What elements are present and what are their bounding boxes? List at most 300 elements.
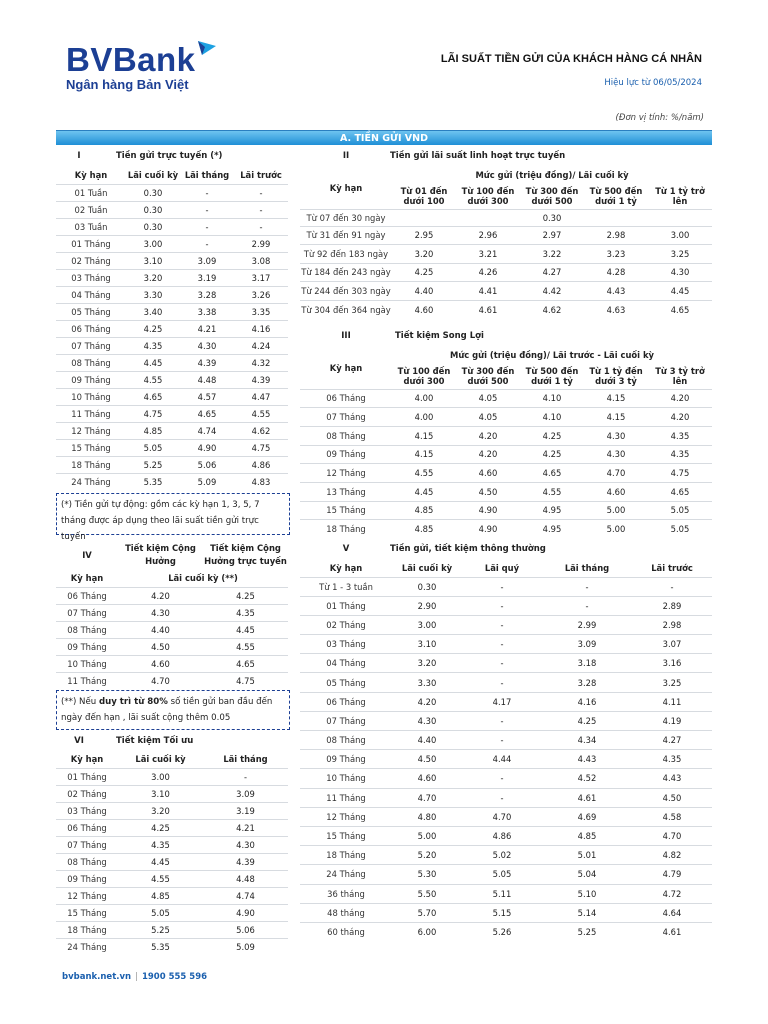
cell-value: 2.98 bbox=[584, 226, 648, 245]
cell-value: 4.52 bbox=[542, 769, 632, 788]
table-row bbox=[56, 252, 288, 269]
cell-value: 4.55 bbox=[118, 870, 203, 887]
row-label: Từ 92 đến 183 ngày bbox=[300, 245, 392, 264]
table-row bbox=[56, 473, 288, 490]
table-row bbox=[56, 388, 288, 405]
cell-value: 4.79 bbox=[632, 865, 712, 884]
table-row bbox=[300, 408, 712, 427]
cell-value: 4.55 bbox=[234, 405, 288, 422]
cell-value: 0.30 bbox=[126, 218, 180, 235]
cell-value: 5.06 bbox=[180, 456, 234, 473]
cell-value: 4.85 bbox=[542, 826, 632, 845]
cell-value: 4.00 bbox=[392, 389, 456, 408]
row-label: 08 Tháng bbox=[56, 621, 118, 638]
cell-value: - bbox=[234, 218, 288, 235]
cell-value: 4.40 bbox=[118, 621, 203, 638]
website-link[interactable]: bvbank.net.vn bbox=[62, 972, 132, 982]
cell-value: 4.15 bbox=[392, 426, 456, 445]
cell-value: 4.11 bbox=[632, 692, 712, 711]
row-label: 08 Tháng bbox=[300, 731, 392, 750]
cell-value: 4.30 bbox=[118, 604, 203, 621]
table-row bbox=[300, 501, 712, 520]
cell-value: 4.74 bbox=[203, 887, 288, 904]
row-label: 11 Tháng bbox=[300, 788, 392, 807]
section-title: Tiết kiệm Tối ưu bbox=[116, 736, 194, 746]
cell-value: 4.15 bbox=[584, 389, 648, 408]
table-row bbox=[56, 337, 288, 354]
cell-value: - bbox=[462, 596, 542, 615]
cell-value: 3.10 bbox=[126, 252, 180, 269]
table-cong-huong bbox=[56, 540, 288, 689]
cell-value: - bbox=[203, 768, 288, 785]
group-header: Mức gửi (triệu đồng)/ Lãi cuối kỳ bbox=[475, 170, 629, 180]
cell-value: 4.65 bbox=[126, 388, 180, 405]
row-label: 06 Tháng bbox=[56, 819, 118, 836]
col-header: Từ 300 đến dưới 500 bbox=[461, 365, 515, 386]
cell-value: 4.60 bbox=[118, 655, 203, 672]
cell-value: 3.22 bbox=[520, 245, 584, 264]
table-row bbox=[300, 482, 712, 501]
cell-value: 4.75 bbox=[126, 405, 180, 422]
cell-value: 4.43 bbox=[632, 769, 712, 788]
cell-value: 4.35 bbox=[126, 337, 180, 354]
cell-value: 5.06 bbox=[203, 921, 288, 938]
cell-value: - bbox=[542, 577, 632, 596]
table-row bbox=[300, 826, 712, 845]
cell-value: 4.48 bbox=[180, 371, 234, 388]
row-label: 10 Tháng bbox=[300, 769, 392, 788]
col-header: Lãi trước bbox=[240, 170, 282, 181]
cell-value: 4.20 bbox=[118, 587, 203, 604]
cell-value: 4.25 bbox=[203, 587, 288, 604]
row-label: Từ 31 đến 91 ngày bbox=[300, 226, 392, 245]
row-label: 12 Tháng bbox=[56, 422, 126, 439]
cell-value: 4.70 bbox=[632, 826, 712, 845]
cell-value: 5.14 bbox=[542, 903, 632, 922]
table-row bbox=[56, 218, 288, 235]
cell-value: - bbox=[234, 184, 288, 201]
row-label: 01 Tháng bbox=[56, 235, 126, 252]
cell-value: 4.20 bbox=[456, 445, 520, 464]
cell-value: 4.25 bbox=[126, 320, 180, 337]
table-row bbox=[56, 184, 288, 201]
table-row bbox=[56, 269, 288, 286]
cell-value: 4.24 bbox=[234, 337, 288, 354]
section-roman: VI bbox=[74, 736, 84, 746]
cell-value: 4.35 bbox=[203, 604, 288, 621]
cell-value: 5.70 bbox=[392, 903, 462, 922]
table-regular-savings bbox=[300, 560, 712, 942]
section-banner: A. TIỀN GỬI VND bbox=[56, 130, 712, 145]
cell-value: 5.20 bbox=[392, 846, 462, 865]
col-header: Kỳ hạn bbox=[329, 362, 363, 373]
table-row bbox=[56, 235, 288, 252]
table-row bbox=[56, 320, 288, 337]
section-roman: II bbox=[342, 151, 350, 161]
table-row bbox=[56, 286, 288, 303]
cell-value: 3.10 bbox=[118, 785, 203, 802]
cell-value: 2.97 bbox=[520, 226, 584, 245]
row-label: 06 Tháng bbox=[56, 587, 118, 604]
effective-date: Hiệu lực từ 06/05/2024 bbox=[604, 78, 702, 88]
col-header: Kỳ hạn bbox=[74, 170, 108, 181]
table-row bbox=[56, 201, 288, 218]
cell-value: 5.25 bbox=[126, 456, 180, 473]
cell-value: 4.20 bbox=[648, 408, 712, 427]
cell-value: 4.30 bbox=[392, 711, 462, 730]
footer-separator: | bbox=[135, 972, 138, 982]
cell-value: 5.26 bbox=[462, 922, 542, 941]
cell-value: 4.40 bbox=[392, 731, 462, 750]
table-row bbox=[56, 938, 288, 955]
row-label: 18 Tháng bbox=[56, 921, 118, 938]
group-header: Lãi cuối kỳ (**) bbox=[168, 573, 238, 584]
cell-value: 4.39 bbox=[180, 354, 234, 371]
cell-value: - bbox=[462, 635, 542, 654]
row-label: 03 Tháng bbox=[56, 269, 126, 286]
brand-subname: Ngân hàng Bản Việt bbox=[66, 77, 189, 92]
cell-value: 3.35 bbox=[234, 303, 288, 320]
cell-value: 4.26 bbox=[456, 263, 520, 282]
cell-value: 2.90 bbox=[392, 596, 462, 615]
table-row bbox=[56, 405, 288, 422]
row-label: 07 Tháng bbox=[300, 711, 392, 730]
cell-value: - bbox=[462, 788, 542, 807]
col-header: Từ 300 đến dưới 500 bbox=[525, 185, 579, 206]
row-label: 15 Tháng bbox=[56, 904, 118, 921]
table-row bbox=[56, 456, 288, 473]
cell-value: 4.65 bbox=[648, 300, 712, 319]
footer bbox=[62, 972, 207, 982]
table-row bbox=[300, 711, 712, 730]
section-title: Tiết kiệm Song Lợi bbox=[395, 331, 484, 341]
cell-value: 4.05 bbox=[456, 408, 520, 427]
table-row bbox=[300, 922, 712, 941]
unit-note: (Đơn vị tính: %/năm) bbox=[615, 113, 704, 123]
cell-value: 3.10 bbox=[392, 635, 462, 654]
col-header: Từ 500 đến dưới 1 tỷ bbox=[589, 185, 643, 206]
play-triangle-icon bbox=[196, 40, 218, 58]
table-row bbox=[56, 587, 288, 604]
col-header: Lãi cuối kỳ bbox=[401, 563, 453, 574]
row-label: 03 Tuần bbox=[56, 218, 126, 235]
cell-value: 4.21 bbox=[180, 320, 234, 337]
cell-value: 4.35 bbox=[632, 750, 712, 769]
row-label: 07 Tháng bbox=[56, 604, 118, 621]
cell-value: 4.90 bbox=[203, 904, 288, 921]
cell-value: 4.75 bbox=[234, 439, 288, 456]
col-header: Lãi trước bbox=[651, 563, 693, 574]
cell-value: 4.17 bbox=[462, 692, 542, 711]
cell-value: 4.45 bbox=[392, 482, 456, 501]
row-label: 18 Tháng bbox=[56, 456, 126, 473]
col-header: Lãi cuối kỳ bbox=[127, 170, 179, 181]
cell-value: 4.55 bbox=[203, 638, 288, 655]
cell-value: 4.75 bbox=[648, 464, 712, 483]
cell-value: 4.20 bbox=[648, 389, 712, 408]
col-header: Lãi tháng bbox=[184, 170, 230, 181]
cell-value: 4.50 bbox=[392, 750, 462, 769]
cell-value: - bbox=[180, 184, 234, 201]
cell-value: 4.19 bbox=[632, 711, 712, 730]
cell-value: 4.62 bbox=[520, 300, 584, 319]
cell-value: - bbox=[462, 711, 542, 730]
table-row bbox=[300, 846, 712, 865]
table-row bbox=[300, 245, 712, 264]
cell-value: 3.08 bbox=[234, 252, 288, 269]
cell-value: - bbox=[180, 218, 234, 235]
row-label: 01 Tháng bbox=[300, 596, 392, 615]
row-label: 09 Tháng bbox=[56, 870, 118, 887]
section-title: Tiền gửi, tiết kiệm thông thường bbox=[390, 544, 546, 554]
cell-value: 4.45 bbox=[118, 853, 203, 870]
row-label: 12 Tháng bbox=[300, 464, 392, 483]
table-row bbox=[56, 802, 288, 819]
cell-value: 5.50 bbox=[392, 884, 462, 903]
table-row bbox=[300, 865, 712, 884]
row-label: 15 Tháng bbox=[300, 826, 392, 845]
section-i-header bbox=[66, 151, 296, 167]
cell-value: 5.09 bbox=[203, 938, 288, 955]
cell-value: 4.43 bbox=[584, 282, 648, 301]
cell-value: - bbox=[462, 577, 542, 596]
row-label: Từ 1 - 3 tuần bbox=[300, 577, 392, 596]
cell-value: 3.26 bbox=[234, 286, 288, 303]
table-row bbox=[300, 731, 712, 750]
cell-value: 3.00 bbox=[648, 226, 712, 245]
cell-value: 3.16 bbox=[632, 654, 712, 673]
row-label: 01 Tuần bbox=[56, 184, 126, 201]
brand-name: BVBank bbox=[66, 41, 196, 78]
cell-value: 4.64 bbox=[632, 903, 712, 922]
row-label: 24 Tháng bbox=[56, 938, 118, 955]
row-label: 02 Tháng bbox=[56, 785, 118, 802]
row-label: 04 Tháng bbox=[56, 286, 126, 303]
cell-value: 4.63 bbox=[584, 300, 648, 319]
cell-value: 4.72 bbox=[632, 884, 712, 903]
table-row bbox=[56, 672, 288, 689]
section-roman: IV bbox=[82, 550, 92, 560]
table-row bbox=[56, 439, 288, 456]
cell-value: 4.58 bbox=[632, 807, 712, 826]
row-label: 60 tháng bbox=[300, 922, 392, 941]
table-row bbox=[300, 445, 712, 464]
cell-value: - bbox=[462, 731, 542, 750]
table-row bbox=[300, 807, 712, 826]
cell-value: 4.41 bbox=[456, 282, 520, 301]
cell-value: 3.28 bbox=[180, 286, 234, 303]
table-row bbox=[300, 692, 712, 711]
cell-value: 4.70 bbox=[118, 672, 203, 689]
cell-value: 4.95 bbox=[520, 520, 584, 539]
cell-value: 3.00 bbox=[392, 615, 462, 634]
table-row bbox=[300, 596, 712, 615]
cell-value: 4.60 bbox=[392, 769, 462, 788]
table-row bbox=[56, 422, 288, 439]
cell-value: 5.04 bbox=[542, 865, 632, 884]
cell-value: 4.65 bbox=[520, 464, 584, 483]
row-label: Từ 07 đến 30 ngày bbox=[300, 209, 392, 226]
table-row bbox=[300, 750, 712, 769]
cell-value: 4.61 bbox=[542, 788, 632, 807]
section-v-header bbox=[325, 544, 715, 560]
note-auto-deposit: (*) Tiền gửi tự động: gồm các kỳ hạn 1, 3, 5, 7 tháng được áp dụng theo lãi suất tiền gửi trực tuyến bbox=[56, 493, 290, 535]
row-label: 10 Tháng bbox=[56, 655, 118, 672]
row-label: 01 Tháng bbox=[56, 768, 118, 785]
table-row bbox=[300, 282, 712, 301]
cell-value: 5.11 bbox=[462, 884, 542, 903]
cell-value: 4.90 bbox=[180, 439, 234, 456]
row-label: 09 Tháng bbox=[300, 445, 392, 464]
cell-value: 2.99 bbox=[234, 235, 288, 252]
cell-value: - bbox=[234, 201, 288, 218]
cell-value: 3.09 bbox=[203, 785, 288, 802]
table-row bbox=[300, 884, 712, 903]
row-label: 24 Tháng bbox=[56, 473, 126, 490]
cell-value: 4.60 bbox=[456, 464, 520, 483]
cell-value: 4.70 bbox=[584, 464, 648, 483]
row-label: 02 Tháng bbox=[300, 615, 392, 634]
cell-value: 4.32 bbox=[234, 354, 288, 371]
col-header: Tiết kiệm Cộng Hưởng trực tuyến bbox=[204, 543, 287, 566]
cell-value: 4.25 bbox=[520, 426, 584, 445]
row-label: 48 tháng bbox=[300, 903, 392, 922]
cell-value: - bbox=[462, 654, 542, 673]
hotline[interactable]: 1900 555 596 bbox=[141, 972, 208, 982]
cell-value: - bbox=[462, 673, 542, 692]
cell-value: 4.57 bbox=[180, 388, 234, 405]
cell-value: - bbox=[462, 615, 542, 634]
row-label: Từ 304 đến 364 ngày bbox=[300, 300, 392, 319]
col-header: Kỳ hạn bbox=[70, 573, 104, 584]
table-row bbox=[56, 836, 288, 853]
cell-value: 3.00 bbox=[118, 768, 203, 785]
cell-value: 4.25 bbox=[392, 263, 456, 282]
row-label: Từ 184 đến 243 ngày bbox=[300, 263, 392, 282]
table-row bbox=[300, 654, 712, 673]
section-vi-header bbox=[66, 736, 296, 752]
cell-value: 4.27 bbox=[632, 731, 712, 750]
cell-value: 0.30 bbox=[392, 209, 712, 226]
table-row bbox=[300, 520, 712, 539]
note-text: (**) Nếu bbox=[61, 697, 99, 707]
cell-value: - bbox=[632, 577, 712, 596]
col-header: Kỳ hạn bbox=[329, 182, 363, 193]
row-label: 18 Tháng bbox=[300, 520, 392, 539]
cell-value: 5.05 bbox=[126, 439, 180, 456]
row-label: 08 Tháng bbox=[56, 354, 126, 371]
table-toi-uu bbox=[56, 751, 288, 955]
section-title: Tiền gửi trực tuyến (*) bbox=[116, 151, 223, 161]
cell-value: 5.05 bbox=[118, 904, 203, 921]
cell-value: 3.20 bbox=[392, 245, 456, 264]
row-label: 10 Tháng bbox=[56, 388, 126, 405]
cell-value: 3.21 bbox=[456, 245, 520, 264]
cell-value: 4.35 bbox=[648, 426, 712, 445]
cell-value: 3.40 bbox=[126, 303, 180, 320]
row-label: 13 Tháng bbox=[300, 482, 392, 501]
cell-value: 4.75 bbox=[203, 672, 288, 689]
col-header: Từ 3 tỷ trở lên bbox=[655, 365, 705, 386]
col-header: Lãi tháng bbox=[223, 754, 268, 765]
cell-value: 4.20 bbox=[392, 692, 462, 711]
cell-value: 4.42 bbox=[520, 282, 584, 301]
row-label: 12 Tháng bbox=[56, 887, 118, 904]
table-row bbox=[56, 371, 288, 388]
cell-value: 4.85 bbox=[392, 501, 456, 520]
table-row bbox=[56, 921, 288, 938]
cell-value: 5.05 bbox=[462, 865, 542, 884]
col-header: Từ 1 tỷ đến dưới 3 tỷ bbox=[589, 365, 643, 386]
row-label: 05 Tháng bbox=[300, 673, 392, 692]
cell-value: 5.02 bbox=[462, 846, 542, 865]
note-highlight: duy trì từ 80% bbox=[98, 697, 168, 707]
table-row bbox=[56, 853, 288, 870]
cell-value: 4.82 bbox=[632, 846, 712, 865]
cell-value: 4.40 bbox=[392, 282, 456, 301]
cell-value: 4.35 bbox=[118, 836, 203, 853]
section-title: Tiền gửi lãi suất linh hoạt trực tuyến bbox=[390, 151, 566, 161]
table-row bbox=[56, 768, 288, 785]
cell-value: 3.28 bbox=[542, 673, 632, 692]
cell-value: 4.30 bbox=[180, 337, 234, 354]
cell-value: 4.61 bbox=[632, 922, 712, 941]
table-row bbox=[300, 615, 712, 634]
cell-value: 4.61 bbox=[456, 300, 520, 319]
cell-value: 4.60 bbox=[392, 300, 456, 319]
cell-value: 3.23 bbox=[584, 245, 648, 264]
row-label: 11 Tháng bbox=[56, 672, 118, 689]
cell-value: 4.70 bbox=[462, 807, 542, 826]
cell-value: 4.90 bbox=[456, 520, 520, 539]
col-header: Từ 100 đến dưới 300 bbox=[461, 185, 515, 206]
row-label: 03 Tháng bbox=[300, 635, 392, 654]
cell-value: 3.20 bbox=[126, 269, 180, 286]
cell-value: 4.85 bbox=[126, 422, 180, 439]
cell-value: 4.65 bbox=[648, 482, 712, 501]
cell-value: 4.30 bbox=[584, 445, 648, 464]
cell-value: 4.34 bbox=[542, 731, 632, 750]
table-row bbox=[56, 870, 288, 887]
cell-value: 3.19 bbox=[180, 269, 234, 286]
cell-value: 5.30 bbox=[392, 865, 462, 884]
table-row bbox=[300, 673, 712, 692]
cell-value: 4.27 bbox=[520, 263, 584, 282]
cell-value: 4.15 bbox=[584, 408, 648, 427]
table-row bbox=[56, 904, 288, 921]
row-label: 08 Tháng bbox=[300, 426, 392, 445]
table-row bbox=[300, 426, 712, 445]
cell-value: 3.30 bbox=[392, 673, 462, 692]
cell-value: 3.17 bbox=[234, 269, 288, 286]
table-song-loi bbox=[300, 347, 712, 539]
cell-value: 4.50 bbox=[632, 788, 712, 807]
cell-value: 3.19 bbox=[203, 802, 288, 819]
table-row bbox=[300, 769, 712, 788]
section-roman: I bbox=[77, 151, 81, 161]
cell-value: 4.80 bbox=[392, 807, 462, 826]
row-label: 09 Tháng bbox=[56, 371, 126, 388]
table-row bbox=[300, 464, 712, 483]
col-header: Kỳ hạn bbox=[70, 754, 104, 765]
col-header: Lãi cuối kỳ bbox=[135, 754, 186, 765]
col-header: Từ 01 đến dưới 100 bbox=[400, 185, 448, 206]
cell-value: 4.28 bbox=[584, 263, 648, 282]
section-ii-header bbox=[325, 151, 715, 167]
cell-value: 2.95 bbox=[392, 226, 456, 245]
cell-value: 4.69 bbox=[542, 807, 632, 826]
table-row bbox=[300, 788, 712, 807]
